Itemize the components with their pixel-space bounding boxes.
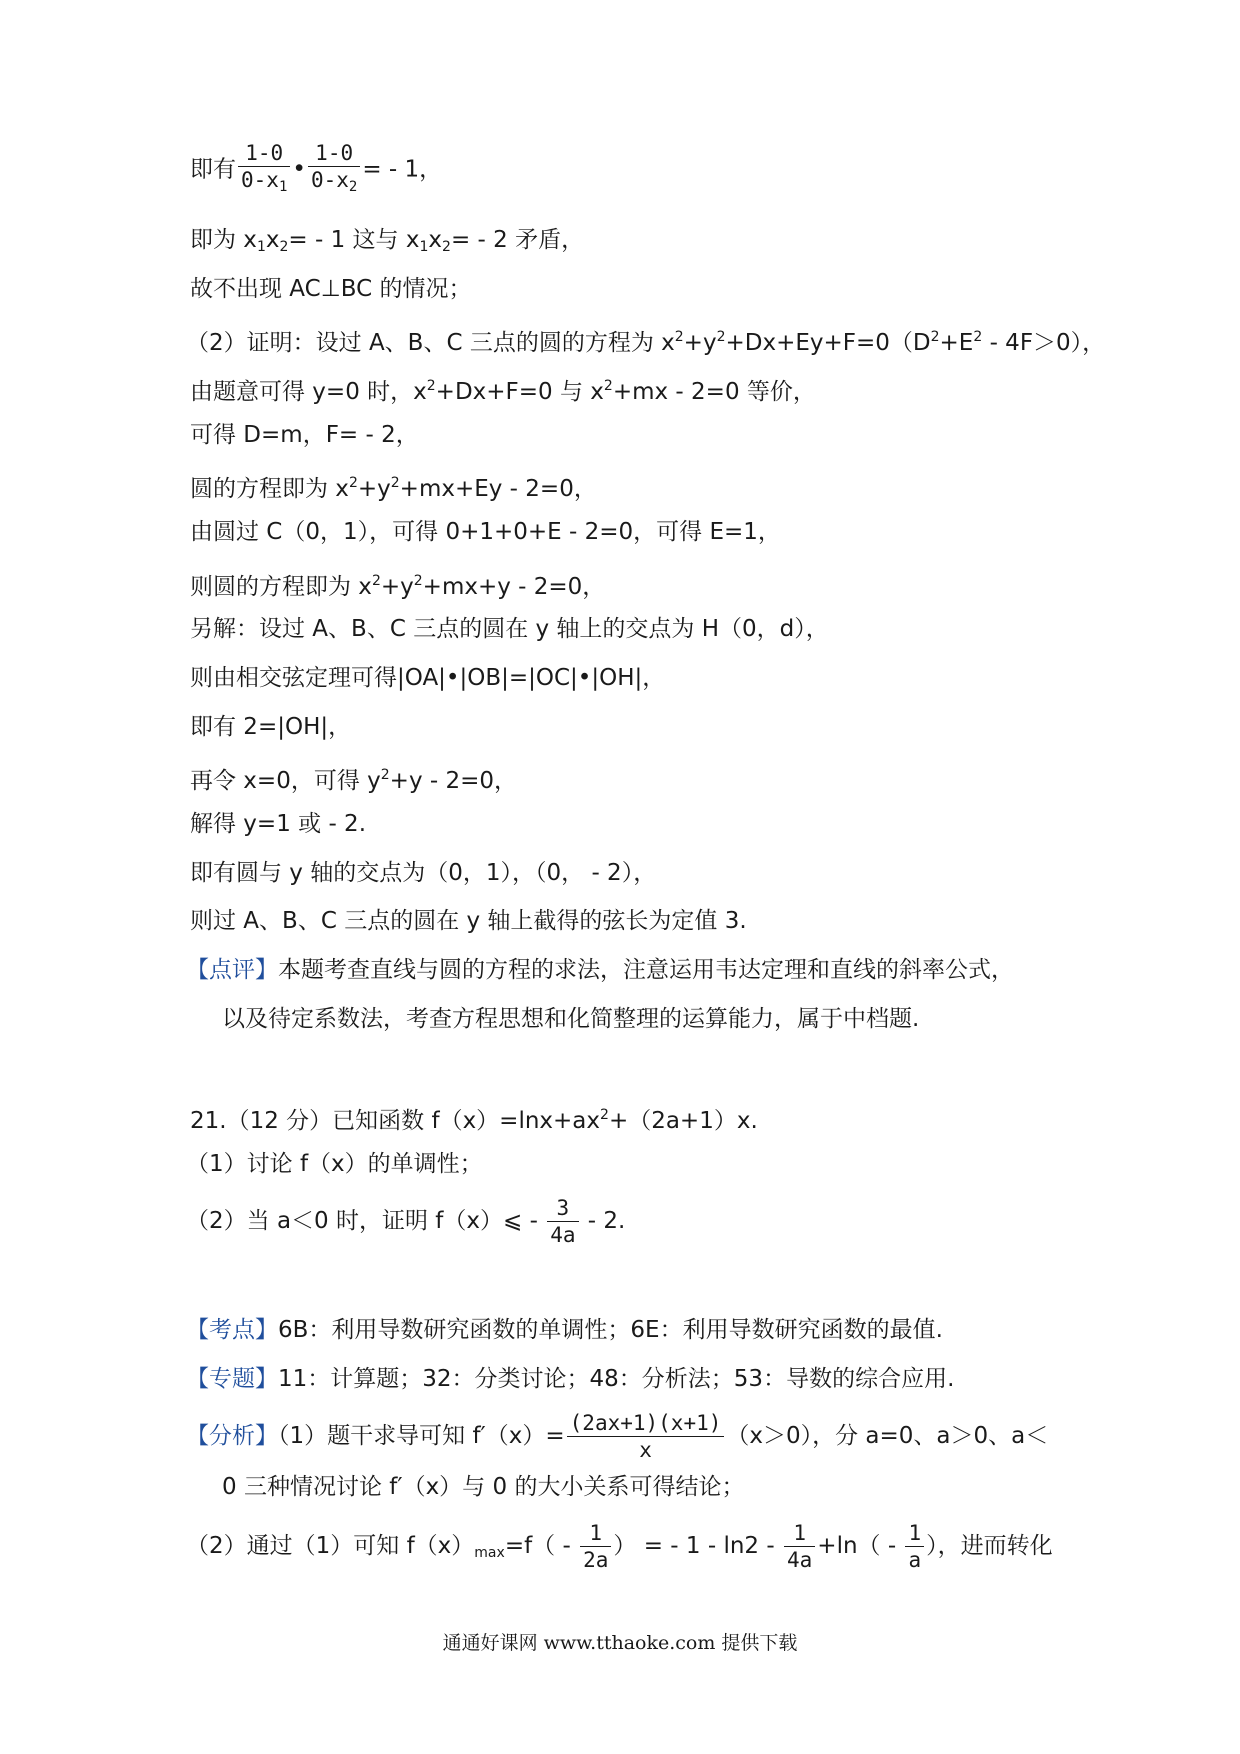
line-16: 则过 A、B、C 三点的圆在 y 轴上截得的弦长为定值 3. [190,908,747,934]
numerator: 1 [580,1520,611,1547]
zhuanti-tag: 【专题】 [186,1366,278,1392]
line-5 [190,369,816,409]
fraction-1 [580,1520,611,1573]
zhuanti-line [186,1362,954,1396]
t: ‐ 4F＞0）， [982,330,1106,356]
fraction [547,1195,578,1248]
question-21 [190,1098,758,1138]
superscript: 2 [600,1107,609,1123]
numerator: 3 [547,1195,578,1222]
question-21-part-1: （1）讨论 f（x）的单调性； [186,1151,483,1177]
t: 则圆的方程即为 x [190,574,372,600]
line-10: 另解：设过 A、B、C 三点的圆在 y 轴上的交点为 H（0，d）， [190,616,829,642]
subscript: 2 [279,239,289,255]
fenxi-line-3 [186,1520,1053,1573]
t: +y [683,330,717,356]
superscript: 2 [390,475,400,491]
fenxi-line [186,1410,1048,1463]
fraction [567,1410,725,1463]
superscript: 2 [348,475,358,491]
line-9 [190,564,605,604]
footer-source: 通通好课网 www.tthaoke.com 提供下载 [442,1632,798,1654]
superscript: 2 [973,329,983,345]
t: x [428,227,443,253]
superscript: 2 [380,767,390,783]
t: 21.（12 分）已知函数 f（x）=lnx+ax [190,1108,601,1134]
t: +mx+y ‐ 2=0， [422,574,606,600]
line-4 [186,320,1105,360]
t: （1）题干求导可知 f′（x）= [278,1423,565,1449]
t: +y [357,476,391,502]
t: +（2a+1）x. [608,1108,758,1134]
numerator: 1 [905,1520,924,1547]
text: = ‐ 1， [362,156,443,183]
t: 圆的方程即为 x [190,476,349,502]
superscript: 2 [716,329,726,345]
numerator: 1-0 [238,140,290,167]
t: 6B：利用导数研究函数的单调性；6E：利用导数研究函数的最值. [278,1317,943,1343]
t: +y ‐ 2=0， [389,768,518,794]
t: = ‐ 1 这与 x [288,227,420,253]
line-3: 故不出现 AC⊥BC 的情况； [190,276,472,302]
subscript: max [474,1545,505,1561]
t: ‐ 2. [580,1208,626,1234]
subscript: 2 [348,179,358,195]
superscript: 2 [426,378,436,394]
t: +Dx+F=0 与 x [435,379,604,405]
fraction-3 [905,1520,924,1573]
line-7 [190,466,597,506]
t: +mx+Ey ‐ 2=0， [399,476,597,502]
t: 本题考查直线与圆的方程的求法，注意运用韦达定理和直线的斜率公式， [278,957,1014,983]
t: ） = ‐ 1 ‐ ln2 ‐ [613,1533,782,1559]
t: +y [380,574,414,600]
t: （x＞0），分 a=0、a＞0、a＜ [726,1423,1049,1449]
t: +mx ‐ 2=0 等价， [612,379,816,405]
line-12: 即有 2=|OH|， [190,714,352,740]
t: = ‐ 2 矛盾， [450,227,585,253]
denominator: 4a [550,1223,576,1247]
denominator: a [908,1548,922,1572]
kaodian-tag: 【考点】 [186,1317,278,1343]
superscript: 2 [674,329,684,345]
t: 即为 x [190,227,257,253]
line-11: 则由相交弦定理可得|OA|•|OB|=|OC|•|OH|， [190,665,666,691]
den-text: 0-x [241,168,279,192]
subscript: 1 [278,179,288,195]
numerator: 1 [784,1520,815,1547]
t: 再令 x=0，可得 y [190,768,381,794]
dot: • [292,156,306,183]
subscript: 1 [256,239,266,255]
denominator [238,167,290,200]
fraction-2 [308,140,360,200]
t: +E [939,330,974,356]
t: ），进而转化 [926,1533,1053,1559]
comment-tag: 【点评】 [186,957,278,983]
fraction-1 [238,140,290,200]
numerator: 1-0 [308,140,360,167]
denominator: 2a [583,1548,609,1572]
line-8: 由圆过 C（0，1），可得 0+1+0+E ‐ 2=0，可得 E=1， [190,519,781,545]
t: 11：计算题；32：分类讨论；48：分析法；53：导数的综合应用. [278,1366,955,1392]
subscript: 1 [419,239,429,255]
fraction-2 [784,1520,815,1573]
line-2 [190,223,584,264]
t: =f（ ‐ [504,1533,579,1559]
fenxi-line-2: 0 三种情况讨论 f′（x）与 0 的大小关系可得结论； [222,1474,745,1500]
denominator [308,167,360,200]
line-1 [190,140,442,200]
superscript: 2 [371,573,381,589]
t: +Dx+Ey+F=0（D [725,330,931,356]
subscript: 2 [442,239,451,255]
line-6: 可得 D=m，F= ‐ 2， [190,422,419,448]
t: 由题意可得 y=0 时，x [190,379,427,405]
line-15: 即有圆与 y 轴的交点为（0，1），（0， ‐ 2）， [190,860,657,886]
t: x [265,227,280,253]
comment-line-2: 以及待定系数法，考查方程思想和化简整理的运算能力，属于中档题. [222,1006,920,1032]
numerator: (2ax+1)(x+1) [567,1410,725,1437]
comment-line [186,953,1014,987]
superscript: 2 [413,573,423,589]
superscript: 2 [603,378,613,394]
t: （2）当 a＜0 时，证明 f（x）⩽ ‐ [186,1208,546,1234]
question-21-part-2 [186,1195,625,1248]
text: 即有 [190,156,236,183]
line-13 [190,758,517,798]
denominator: x [639,1438,652,1462]
den-text: 0-x [310,168,349,192]
line-14: 解得 y=1 或 ‐ 2. [190,811,367,837]
kaodian-line [186,1313,943,1347]
fenxi-tag: 【分析】 [186,1423,278,1449]
t: （2）证明：设过 A、B、C 三点的圆的方程为 x [186,330,675,356]
superscript: 2 [930,329,940,345]
t: +ln（ ‐ [817,1533,904,1559]
t: （2）通过（1）可知 f（x） [186,1533,475,1559]
denominator: 4a [787,1548,813,1572]
